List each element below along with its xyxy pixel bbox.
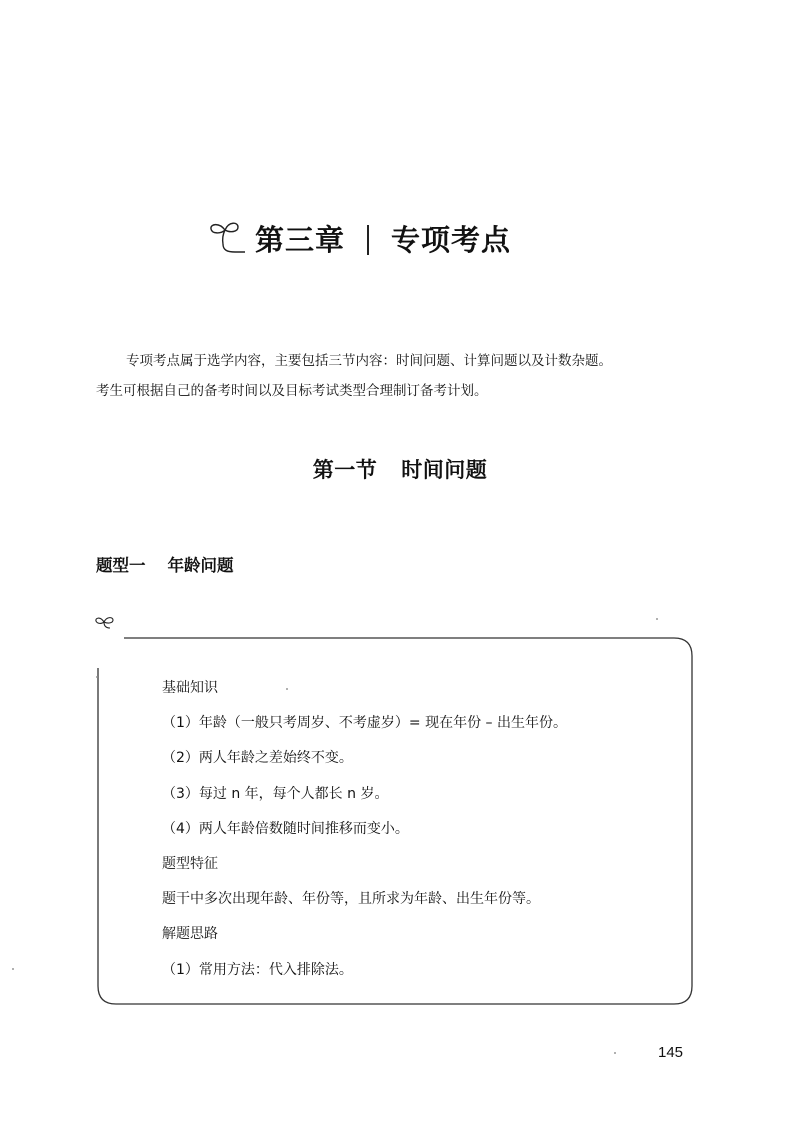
box-item: （3）每过 n 年，每个人都长 n 岁。 <box>162 785 389 802</box>
box-heading-basics: 基础知识 <box>162 680 218 696</box>
scan-speck <box>96 676 98 678</box>
chapter-intro <box>96 346 716 406</box>
chapter-number: 第三章 <box>255 222 346 257</box>
chapter-title: 专项考点 <box>391 222 512 257</box>
box-heading-features: 题型特征 <box>162 855 218 872</box>
section-heading <box>0 454 800 484</box>
sprout-icon <box>94 610 120 632</box>
topic-number: 题型一 <box>96 556 146 575</box>
box-item: 题干中多次出现年龄、年份等，且所求为年龄、出生年份等。 <box>162 891 540 908</box>
section-number: 第一节 <box>312 458 378 482</box>
page-number: 145 <box>658 1044 684 1061</box>
topic-heading <box>96 552 234 576</box>
chapter-divider <box>367 225 369 255</box>
sprout-icon <box>205 214 253 262</box>
scan-speck <box>286 688 288 690</box>
box-heading-approach: 解题思路 <box>162 926 218 943</box>
section-title: 时间问题 <box>401 458 488 482</box>
box-item: （1）常用方法：代入排除法。 <box>162 961 353 978</box>
box-item: （2）两人年龄之差始终不变。 <box>162 750 353 767</box>
chapter-heading <box>205 200 511 280</box>
intro-paragraph-2: 考生可根据自己的备考时间以及目标考试类型合理制订备考计划。 <box>96 383 488 399</box>
knowledge-box <box>162 678 662 995</box>
topic-title: 年龄问题 <box>167 556 234 575</box>
scan-speck <box>614 1052 616 1054</box>
scan-speck <box>656 618 658 620</box>
box-item: （4）两人年龄倍数随时间推移而变小。 <box>162 820 409 837</box>
box-item: （1）年龄（一般只考周岁、不考虚岁）= 现在年份 – 出生年份。 <box>162 715 567 732</box>
scan-speck <box>12 968 14 970</box>
intro-paragraph-1: 专项考点属于选学内容，主要包括三节内容：时间问题、计算问题以及计数杂题。 <box>126 353 612 369</box>
